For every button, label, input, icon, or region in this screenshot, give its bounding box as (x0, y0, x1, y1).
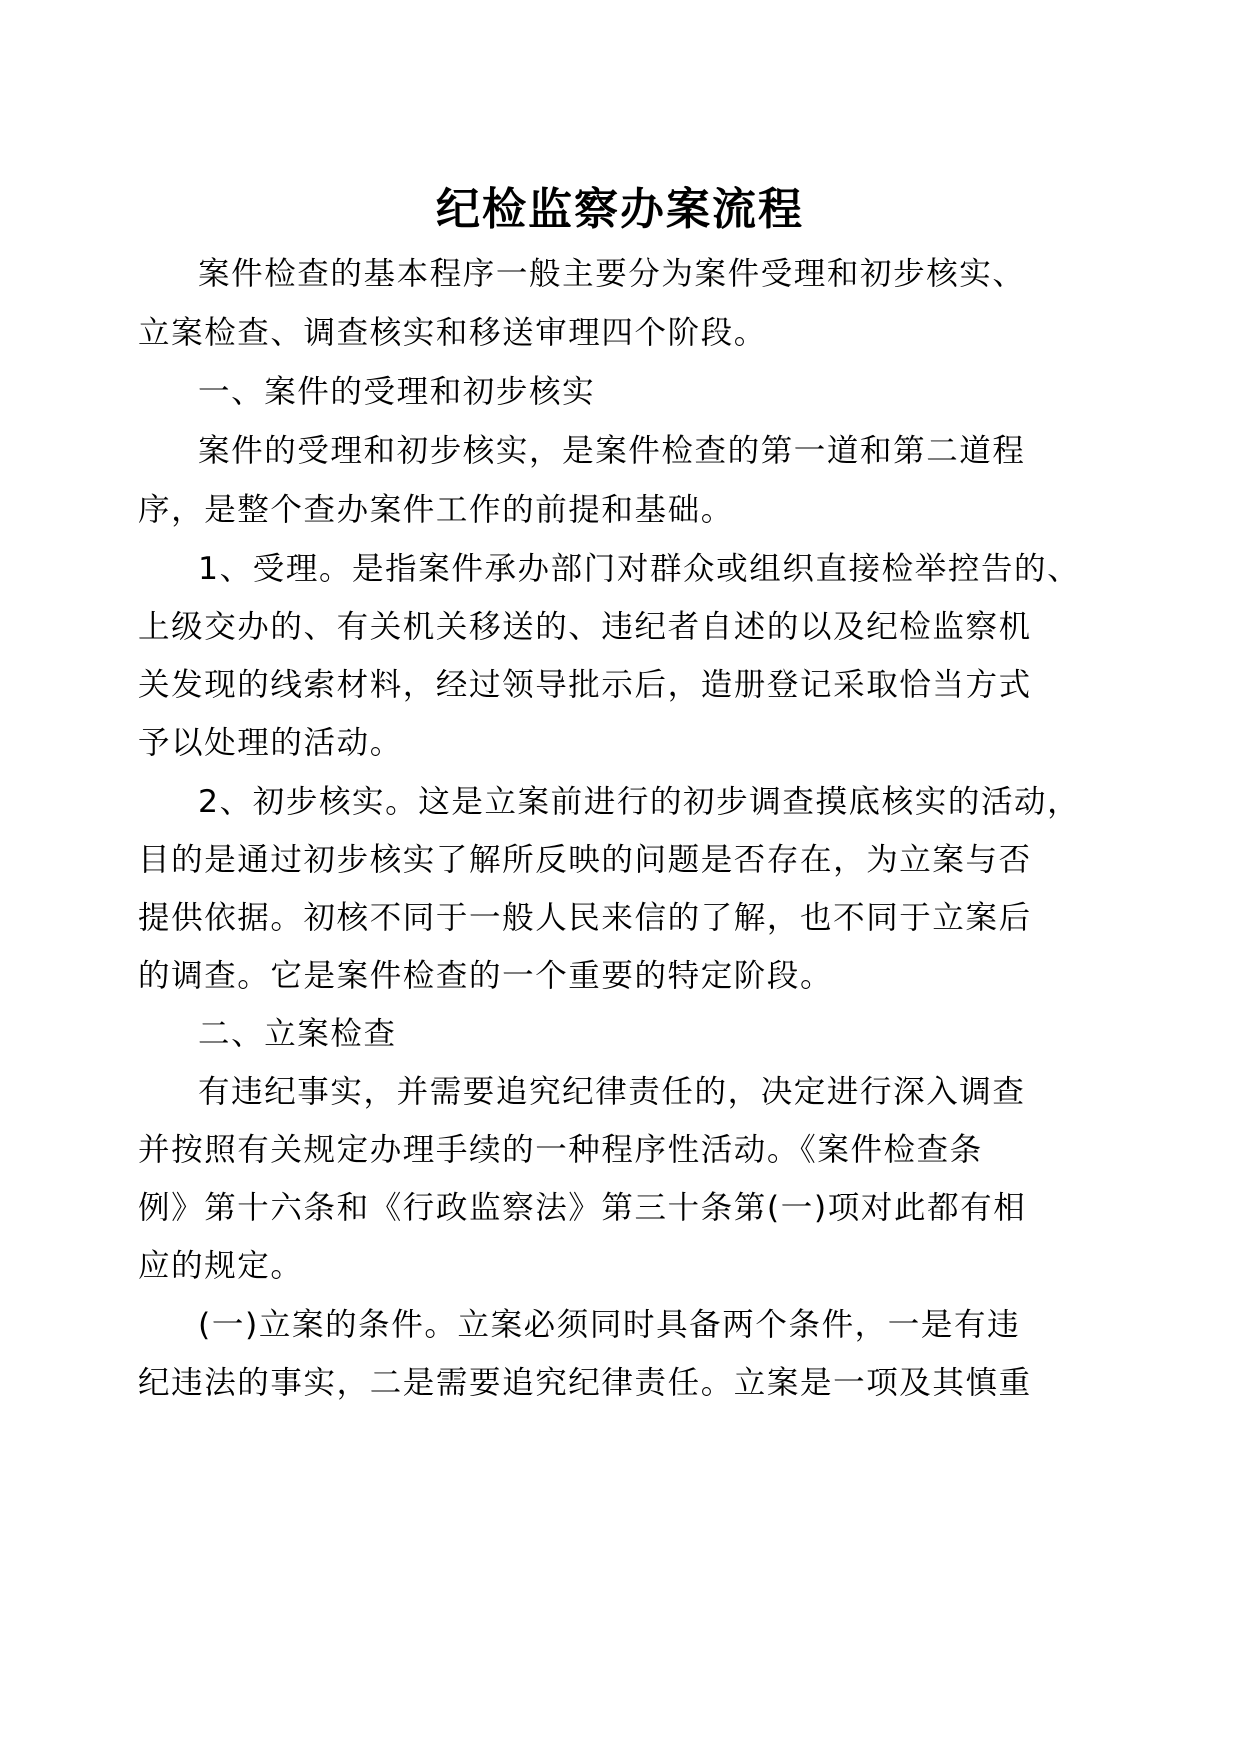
text-line: 立案检查、调查核实和移送审理四个阶段。 (138, 315, 767, 351)
section-heading: 一、案件的受理和初步核实 (198, 374, 596, 410)
text-line: 例》第十六条和《行政监察法》第三十条第(一)项对此都有相 (138, 1190, 1027, 1226)
text-line: 有违纪事实，并需要追究纪律责任的，决定进行深入调查 (198, 1074, 1026, 1110)
text-line: 予以处理的活动。 (138, 725, 403, 761)
text-line: 纪违法的事实，二是需要追究纪律责任。立案是一项及其慎重 (138, 1365, 1032, 1401)
text-line: 提供依据。初核不同于一般人民来信的了解，也不同于立案后 (138, 900, 1032, 936)
text-line: 序，是整个查办案件工作的前提和基础。 (138, 492, 734, 528)
text-line: 案件检查的基本程序一般主要分为案件受理和初步核实、 (198, 256, 1026, 292)
document-title: 纪检监察办案流程 (436, 184, 804, 235)
text-line: 目的是通过初步核实了解所反映的问题是否存在，为立案与否 (138, 842, 1032, 878)
text-line: 并按照有关规定办理手续的一种程序性活动。《案件检查条 (138, 1132, 983, 1168)
text-line: 关发现的线索材料，经过领导批示后，造册登记采取恰当方式 (138, 667, 1032, 703)
text-line: 2、初步核实。这是立案前进行的初步调查摸底核实的活动， (198, 784, 1081, 820)
text-line: 应的规定。 (138, 1248, 304, 1284)
text-line: (一)立案的条件。立案必须同时具备两个条件，一是有违 (198, 1307, 1021, 1343)
section-heading: 二、立案检查 (198, 1016, 397, 1052)
text-line: 1、受理。是指案件承办部门对群众或组织直接检举控告的、 (198, 551, 1081, 587)
text-line: 的调查。它是案件检查的一个重要的特定阶段。 (138, 958, 834, 994)
text-line: 上级交办的、有关机关移送的、违纪者自述的以及纪检监察机 (138, 609, 1032, 645)
text-line: 案件的受理和初步核实，是案件检查的第一道和第二道程 (198, 433, 1026, 469)
